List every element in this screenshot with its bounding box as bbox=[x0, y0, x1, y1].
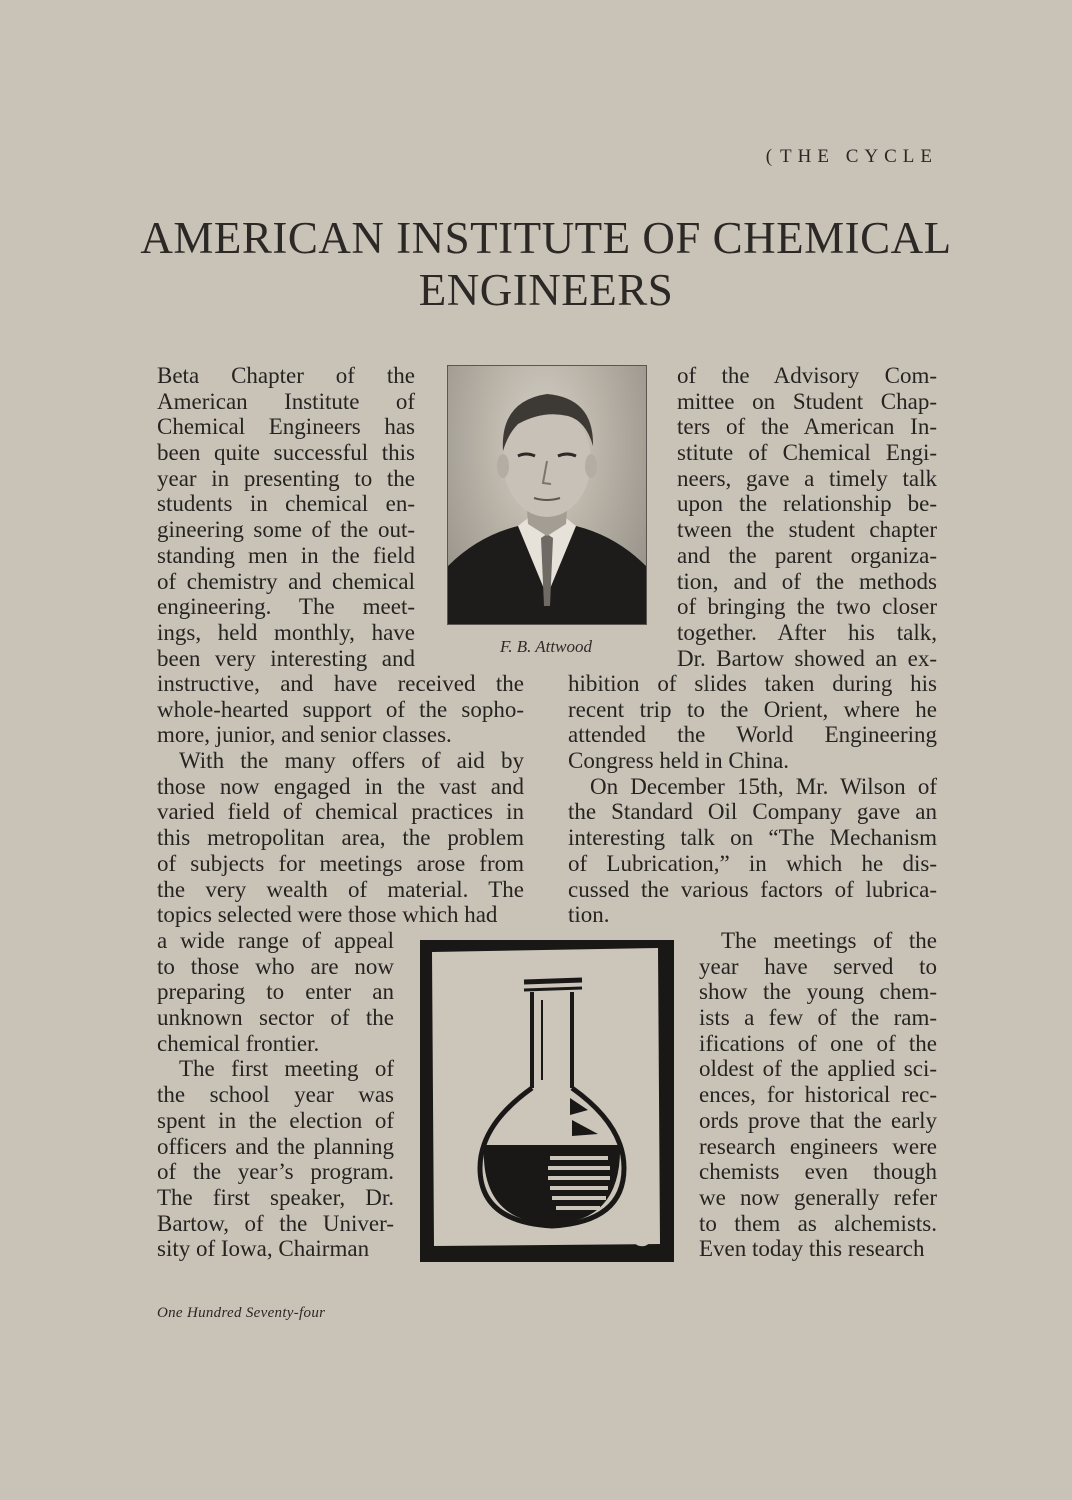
text-line: tween the student chapter bbox=[677, 517, 937, 543]
text-line: of bringing the two closer bbox=[677, 594, 937, 620]
portrait-photo bbox=[447, 365, 647, 625]
running-head-mark: ( bbox=[765, 146, 773, 167]
text-line: officers and the planning bbox=[157, 1133, 394, 1159]
text-line: Bartow, of the Univer- bbox=[157, 1210, 394, 1236]
text-line: American Institute of bbox=[157, 388, 415, 414]
flask-woodcut bbox=[420, 940, 674, 1262]
text-line: cussed the various factors of lubrica- bbox=[568, 876, 937, 902]
text-line: unknown sector of the bbox=[157, 1005, 394, 1031]
text-line: upon the relationship be- bbox=[677, 491, 937, 517]
text-line: been very interesting and bbox=[157, 645, 415, 671]
text-line: tion, and of the methods bbox=[677, 568, 937, 594]
text-line: ords prove that the early bbox=[699, 1107, 937, 1133]
text-line: of subjects for meetings arose from bbox=[157, 850, 524, 876]
text-line: The first meeting of bbox=[179, 1056, 394, 1082]
text-line: tion. bbox=[568, 902, 610, 928]
text-line: ists a few of the ram- bbox=[699, 1005, 937, 1031]
page-title-line-1: AMERICAN INSTITUTE OF CHEMICAL bbox=[140, 213, 952, 263]
text-line: instructive, and have received the bbox=[157, 671, 524, 696]
text-line: those now engaged in the vast and bbox=[157, 773, 524, 799]
text-line: Beta Chapter of the bbox=[157, 363, 415, 388]
text-line: to them as alchemists. bbox=[699, 1210, 937, 1236]
text-line: of chemistry and chemical bbox=[157, 568, 415, 594]
text-line: the Standard Oil Company gave an bbox=[568, 799, 937, 825]
text-line: gineering some of the out- bbox=[157, 517, 415, 543]
text-line: whole-hearted support of the sopho- bbox=[157, 696, 524, 722]
column-left-bottom bbox=[157, 928, 394, 1262]
text-line: ters of the American In- bbox=[677, 414, 937, 440]
text-line: of Lubrication,” in which he dis- bbox=[568, 850, 937, 876]
text-line: show the young chem- bbox=[699, 979, 937, 1005]
text-line: we now generally refer bbox=[699, 1184, 937, 1210]
text-line: standing men in the field bbox=[157, 542, 415, 568]
text-line: spent in the election of bbox=[157, 1107, 394, 1133]
text-line: The first speaker, Dr. bbox=[157, 1184, 394, 1210]
column-right-bottom bbox=[699, 928, 937, 1262]
text-line: Even today this research bbox=[699, 1236, 925, 1262]
page-title-line-2: ENGINEERS bbox=[418, 265, 674, 315]
text-line: year have served to bbox=[699, 953, 937, 979]
text-line: Congress held in China. bbox=[568, 748, 790, 774]
text-line: With the many offers of aid by bbox=[179, 748, 524, 774]
text-line: to those who are now bbox=[157, 953, 394, 979]
page-number: One Hundred Seventy-four bbox=[157, 1305, 326, 1321]
text-line: year in presenting to the bbox=[157, 465, 415, 491]
text-line: a wide range of appeal bbox=[157, 928, 394, 953]
text-line: stitute of Chemical Engi- bbox=[677, 440, 937, 466]
text-line: research engineers were bbox=[699, 1133, 937, 1159]
text-line: hibition of slides taken during his bbox=[568, 671, 937, 696]
text-line: chemical frontier. bbox=[157, 1030, 320, 1056]
text-line: topics selected were those which had bbox=[157, 902, 498, 928]
text-line: engineering. The meet- bbox=[157, 594, 415, 620]
text-line: On December 15th, Mr. Wilson of bbox=[590, 773, 937, 799]
text-line: recent trip to the Orient, where he bbox=[568, 696, 937, 722]
column-left-middle bbox=[157, 671, 524, 928]
text-line: mittee on Student Chap- bbox=[677, 388, 937, 414]
text-line: and the parent organiza- bbox=[677, 542, 937, 568]
text-line: been quite successful this bbox=[157, 440, 415, 466]
text-line: chemists even though bbox=[699, 1159, 937, 1185]
text-line: preparing to enter an bbox=[157, 979, 394, 1005]
woodcut-monogram: C bbox=[632, 1222, 651, 1252]
text-line: this metropolitan area, the problem bbox=[157, 825, 524, 851]
text-line: Chemical Engineers has bbox=[157, 414, 415, 440]
text-line: ifications of one of the bbox=[699, 1030, 937, 1056]
text-line: of the Advisory Com- bbox=[677, 363, 937, 388]
text-line: oldest of the applied sci- bbox=[699, 1056, 937, 1082]
portrait-caption: F. B. Attwood bbox=[500, 637, 592, 656]
text-line: ences, for historical rec- bbox=[699, 1082, 937, 1108]
portrait-figure bbox=[448, 366, 646, 624]
flask-illustration bbox=[420, 940, 674, 1262]
text-line: of the year’s program. bbox=[157, 1159, 394, 1185]
text-line: sity of Iowa, Chairman bbox=[157, 1236, 370, 1262]
running-head-text: THE CYCLE bbox=[780, 146, 938, 167]
column-right-top bbox=[677, 363, 937, 671]
text-line: interesting talk on “The Mechanism bbox=[568, 825, 937, 851]
column-left-top bbox=[157, 363, 415, 671]
column-right-middle bbox=[568, 671, 937, 928]
text-line: neers, gave a timely talk bbox=[677, 465, 937, 491]
text-line: varied field of chemical practices in bbox=[157, 799, 524, 825]
text-line: students in chemical en- bbox=[157, 491, 415, 517]
text-line: the school year was bbox=[157, 1082, 394, 1108]
text-line: more, junior, and senior classes. bbox=[157, 722, 452, 748]
text-line: ings, held monthly, have bbox=[157, 619, 415, 645]
running-head bbox=[766, 146, 938, 168]
page-title bbox=[140, 212, 952, 316]
text-line: The meetings of the bbox=[721, 928, 937, 953]
text-line: attended the World Engineering bbox=[568, 722, 937, 748]
text-line: Dr. Bartow showed an ex- bbox=[677, 645, 937, 671]
text-line: together. After his talk, bbox=[677, 619, 937, 645]
text-line: the very wealth of material. The bbox=[157, 876, 524, 902]
